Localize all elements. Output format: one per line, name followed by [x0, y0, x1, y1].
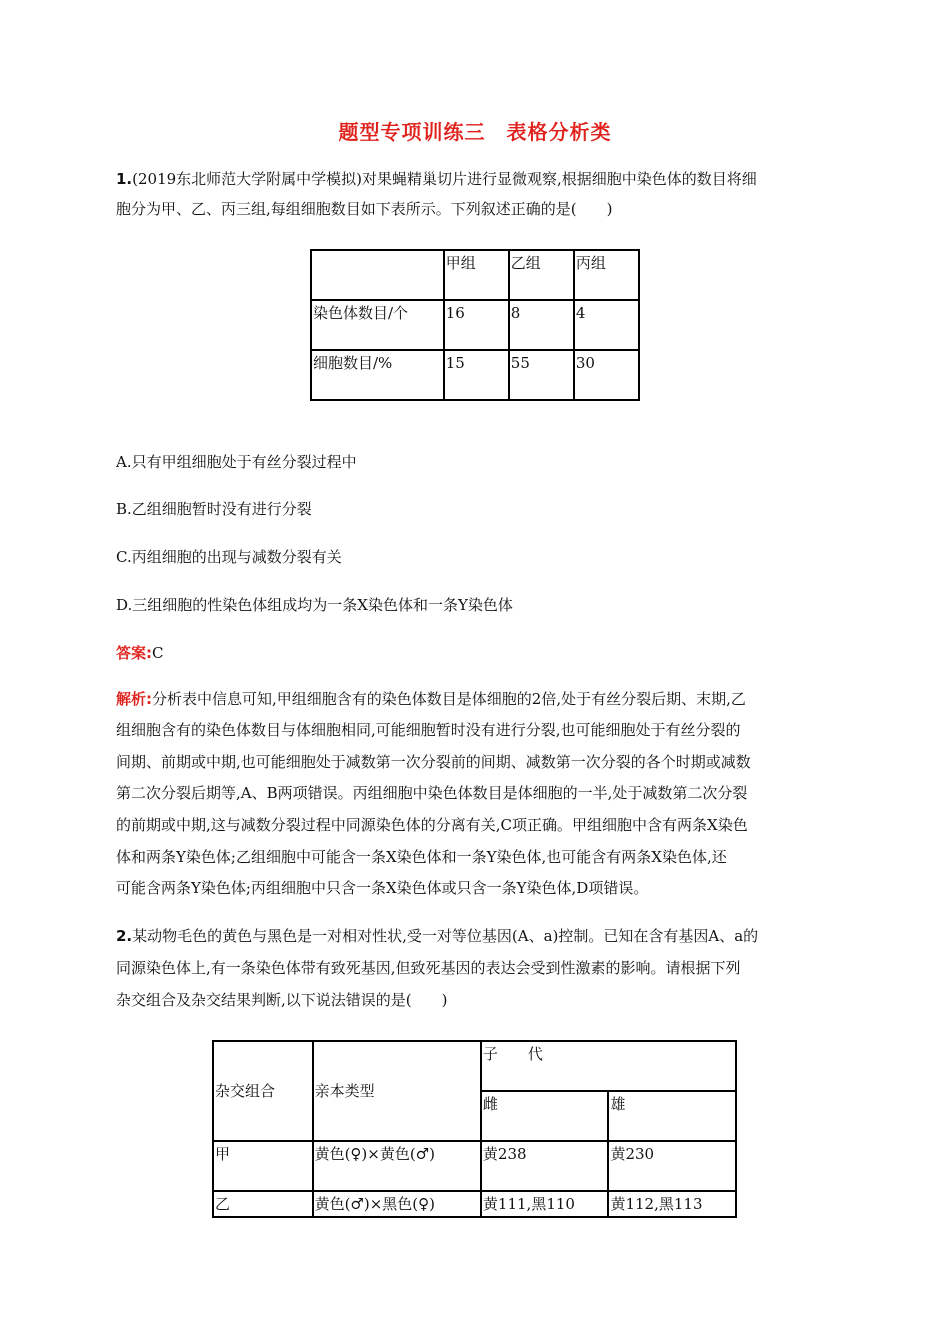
q2-cell-male: 黄230 — [608, 1141, 736, 1191]
q2-header-male: 雄 — [608, 1091, 736, 1141]
q2-cell-cross: 甲 — [213, 1141, 313, 1191]
q2-stem-line2: 同源染色体上,有一条染色体带有致死基因,但致死基因的表达会受到性激素的影响。请根据下列 — [116, 959, 741, 977]
q1-analysis-line: 的前期或中期,这与减数分裂过程中同源染色体的分离有关,C项正确。甲组细胞中含有两条X染色 — [116, 816, 748, 834]
q1-header-bing: 丙组 — [574, 250, 639, 300]
analysis-label: 解析: — [116, 690, 152, 708]
q1-option-c: C.丙组细胞的出现与减数分裂有关 — [116, 548, 342, 566]
q2-cell-parent: 黄色(♀)×黄色(♂) — [313, 1141, 481, 1191]
q1-cell: 30 — [574, 350, 639, 400]
q1-option-b: B.乙组细胞暂时没有进行分裂 — [116, 500, 312, 518]
q1-analysis-line — [116, 688, 746, 709]
q1-header-empty — [311, 250, 444, 300]
q1-cell-row-label: 染色体数目/个 — [311, 300, 444, 350]
answer-value: C — [152, 644, 164, 662]
q2-table — [212, 1040, 737, 1218]
q1-table — [310, 249, 640, 401]
q2-stem-line1 — [116, 925, 758, 946]
q1-analysis-line: 组细胞含有的染色体数目与体细胞相同,可能细胞暂时没有进行分裂,也可能细胞处于有丝分裂的 — [116, 721, 741, 739]
page-title: 题型专项训练三 表格分析类 — [338, 120, 612, 144]
q1-analysis-line: 第二次分裂后期等,A、B两项错误。丙组细胞中染色体数目是体细胞的一半,处于减数第二次分裂 — [116, 784, 748, 802]
q2-cell-parent: 黄色(♂)×黑色(♀) — [313, 1191, 481, 1217]
q1-cell-row-label: 细胞数目/% — [311, 350, 444, 400]
q2-cell-female: 黄111,黑110 — [481, 1191, 609, 1217]
q1-number: 1. — [116, 170, 133, 188]
q1-cell: 55 — [509, 350, 574, 400]
q2-header-parent: 亲本类型 — [313, 1041, 481, 1141]
q1-analysis-line: 体和两条Y染色体;乙组细胞中可能含一条X染色体和一条Y染色体,也可能含有两条X染色体,还 — [116, 848, 727, 866]
q1-analysis-line: 可能含两条Y染色体;丙组细胞中只含一条X染色体或只含一条Y染色体,D项错误。 — [116, 879, 649, 897]
q2-stem-text-1: 某动物毛色的黄色与黑色是一对相对性状,受一对等位基因(A、a)控制。已知在含有基因A、a的 — [132, 927, 759, 945]
q2-cell-male: 黄112,黑113 — [608, 1191, 736, 1217]
q2-header-offspring: 子 代 — [481, 1041, 736, 1091]
q2-cell-female: 黄238 — [481, 1141, 609, 1191]
q2-header-female: 雌 — [481, 1091, 609, 1141]
q2-header-cross: 杂交组合 — [213, 1041, 313, 1141]
q1-cell: 8 — [509, 300, 574, 350]
q1-header-yi: 乙组 — [509, 250, 574, 300]
q1-cell: 4 — [574, 300, 639, 350]
q1-stem-line1 — [116, 168, 757, 189]
q1-header-jia: 甲组 — [444, 250, 509, 300]
q1-stem-line2: 胞分为甲、乙、丙三组,每组细胞数目如下表所示。下列叙述正确的是( ) — [116, 200, 613, 218]
q1-answer — [116, 642, 163, 663]
q1-analysis-line: 间期、前期或中期,也可能细胞处于减数第一次分裂前的间期、减数第一次分裂的各个时期或减数 — [116, 753, 751, 771]
q2-stem-line3: 杂交组合及杂交结果判断,以下说法错误的是( ) — [116, 991, 448, 1009]
answer-label: 答案: — [116, 644, 152, 662]
q1-cell: 16 — [444, 300, 509, 350]
q1-option-d: D.三组细胞的性染色体组成均为一条X染色体和一条Y染色体 — [116, 596, 513, 614]
q2-cell-cross: 乙 — [213, 1191, 313, 1217]
q1-cell: 15 — [444, 350, 509, 400]
q1-option-a: A.只有甲组细胞处于有丝分裂过程中 — [116, 453, 357, 471]
q1-stem-text-1: (2019东北师范大学附属中学模拟)对果蝇精巢切片进行显微观察,根据细胞中染色体的数目将细 — [132, 170, 757, 188]
q2-number: 2. — [116, 927, 133, 945]
analysis-text: 分析表中信息可知,甲组细胞含有的染色体数目是体细胞的2倍,处于有丝分裂后期、末期,乙 — [152, 690, 746, 708]
